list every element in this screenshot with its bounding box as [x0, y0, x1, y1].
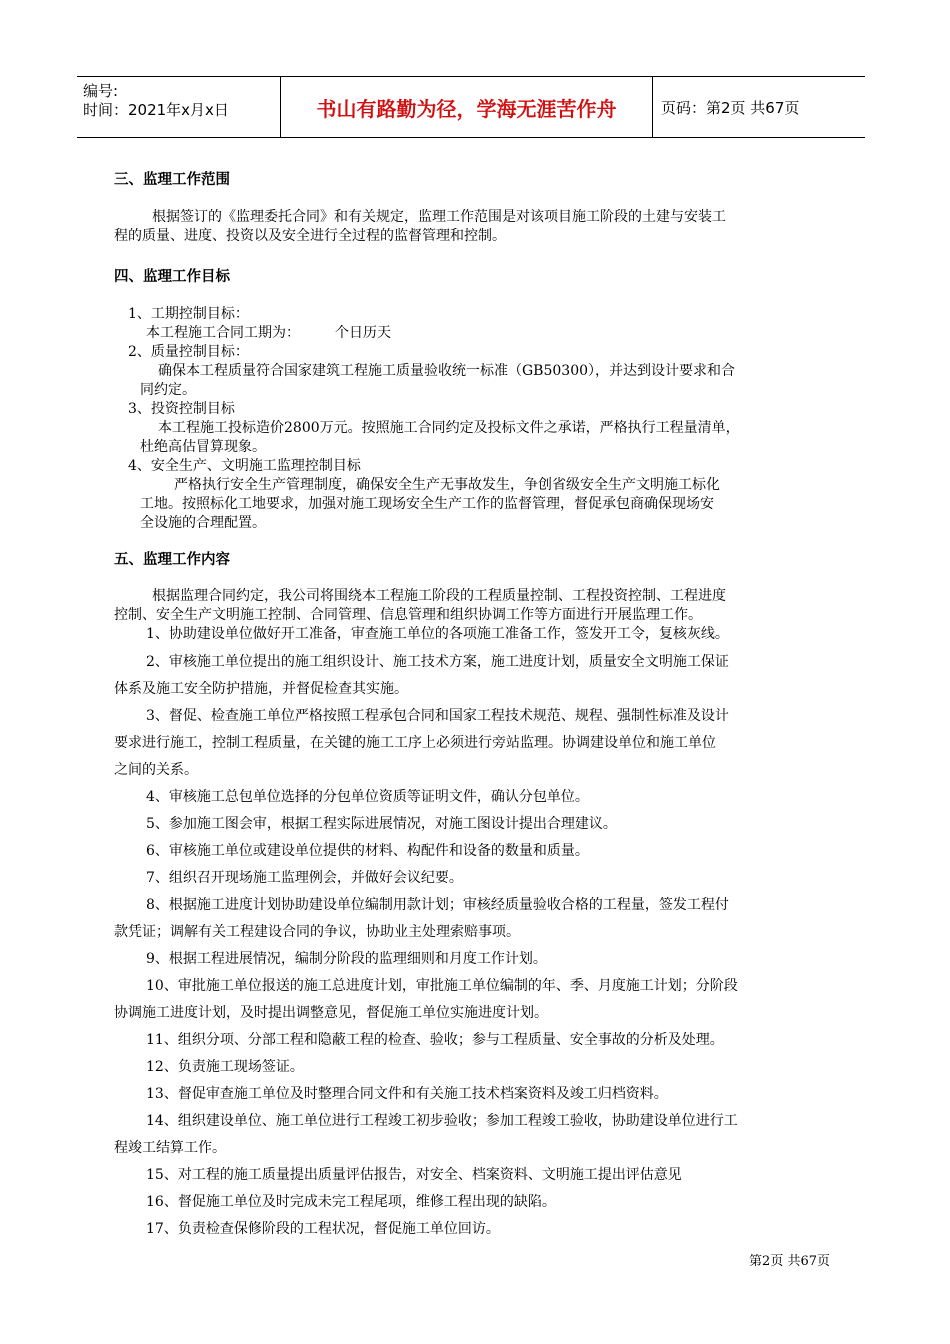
- section-title: 五、监理工作内容: [114, 552, 230, 568]
- header-meta: [77, 77, 281, 137]
- list-item: 之间的关系。: [114, 762, 198, 778]
- list-item: 7、组织召开现场施工监理例会，并做好会议纪要。: [146, 870, 463, 886]
- list-item: 14、组织建设单位、施工单位进行工程竣工初步验收；参加工程竣工验收，协助建设单位进行工: [146, 1113, 738, 1129]
- list-item: 9、根据工程进展情况，编制分阶段的监理细则和月度工作计划。: [146, 951, 547, 967]
- list-item: 1、工期控制目标：: [128, 306, 249, 322]
- list-item: 12、负责施工现场签证。: [146, 1059, 304, 1075]
- list-item: 17、负责检查保修阶段的工程状况，督促施工单位回访。: [146, 1221, 500, 1237]
- list-item: 协调施工进度计划，及时提出调整意见，督促施工单位实施进度计划。: [114, 1005, 548, 1021]
- list-item: 8、根据施工进度计划协助建设单位编制用款计划；审核经质量验收合格的工程量，签发工程付: [146, 897, 729, 913]
- list-item: 3、投资控制目标: [128, 401, 235, 417]
- paragraph: 杜绝高估冒算现象。: [140, 439, 266, 455]
- list-item: 款凭证；调解有关工程建设合同的争议，协助业主处理索赔事项。: [114, 924, 520, 940]
- list-item: 4、安全生产、文明施工监理控制目标: [128, 458, 361, 474]
- document-number: 编号:: [83, 82, 119, 100]
- list-item: 2、质量控制目标：: [128, 344, 249, 360]
- document-date: 时间：2021年x月x日: [83, 101, 229, 119]
- paragraph: 同约定。: [140, 382, 196, 398]
- list-item: 10、审批施工单位报送的施工总进度计划，审批施工单位编制的年、季、月度施工计划；分阶段: [146, 978, 738, 994]
- page-footer: 第2页 共67页: [749, 1254, 830, 1269]
- paragraph: 确保本工程质量符合国家建筑工程施工质量验收统一标准（GB50300），并达到设计要求和合: [158, 363, 736, 379]
- list-item: 6、审核施工单位或建设单位提供的材料、构配件和设备的数量和质量。: [146, 843, 589, 859]
- list-item: 2、审核施工单位提出的施工组织设计、施工技术方案，施工进度计划，质量安全文明施工保证: [146, 654, 729, 670]
- list-item: 13、督促审查施工单位及时整理合同文件和有关施工技术档案资料及竣工归档资料。: [146, 1086, 668, 1102]
- list-item: 11、组织分项、分部工程和隐蔽工程的检查、验收；参与工程质量、安全事故的分析及处理。: [146, 1032, 724, 1048]
- list-item: 3、督促、检查施工单位严格按照工程承包合同和国家工程技术规范、规程、强制性标准及设计: [146, 708, 729, 724]
- list-item: 15、对工程的施工质量提出质量评估报告，对安全、档案资料、文明施工提出评估意见: [146, 1167, 682, 1183]
- paragraph: 根据监理合同约定，我公司将围绕本工程施工阶段的工程质量控制、工程投资控制、工程进度: [152, 588, 726, 604]
- list-item: 1、协助建设单位做好开工准备，审查施工单位的各项施工准备工作，签发开工令，复核灰线。: [146, 626, 729, 642]
- paragraph: 控制、安全生产文明施工控制、合同管理、信息管理和组织协调工作等方面进行开展监理工作。: [114, 607, 702, 623]
- paragraph: 程的质量、进度、投资以及安全进行全过程的监督管理和控制。: [114, 228, 506, 244]
- list-item: 体系及施工安全防护措施，并督促检查其实施。: [114, 681, 408, 697]
- list-item: 程竣工结算工作。: [114, 1140, 226, 1156]
- header-page-number: 页码：第2页 共67页: [661, 98, 800, 117]
- list-item: 16、督促施工单位及时完成未完工程尾项，维修工程出现的缺陷。: [146, 1194, 556, 1210]
- list-item: 5、参加施工图会审，根据工程实际进展情况，对施工图设计提出合理建议。: [146, 816, 617, 832]
- paragraph: 根据签订的《监理委托合同》和有关规定，监理工作范围是对该项目施工阶段的土建与安装工: [152, 209, 726, 225]
- section-title: 三、监理工作范围: [114, 172, 230, 188]
- paragraph: 本工程施工合同工期为： 个日历天: [146, 325, 391, 341]
- paragraph: 严格执行安全生产管理制度，确保安全生产无事故发生，争创省级安全生产文明施工标化: [174, 477, 720, 493]
- document-body: [114, 170, 834, 1243]
- page-header: [77, 76, 865, 138]
- section-title: 四、监理工作目标: [114, 269, 230, 285]
- list-item: 要求进行施工，控制工程质量，在关键的施工工序上必须进行旁站监理。协调建设单位和施工单位: [114, 735, 716, 751]
- header-motto: 书山有路勤为径，学海无涯苦作舟: [281, 77, 653, 137]
- paragraph: 本工程施工投标造价2800万元。按照施工合同约定及投标文件之承诺，严格执行工程量清单，: [158, 420, 740, 436]
- paragraph: 全设施的合理配置。: [140, 515, 266, 531]
- list-item: 4、审核施工总包单位选择的分包单位资质等证明文件，确认分包单位。: [146, 789, 589, 805]
- paragraph: 工地。按照标化工地要求，加强对施工现场安全生产工作的监督管理，督促承包商确保现场安: [140, 496, 714, 512]
